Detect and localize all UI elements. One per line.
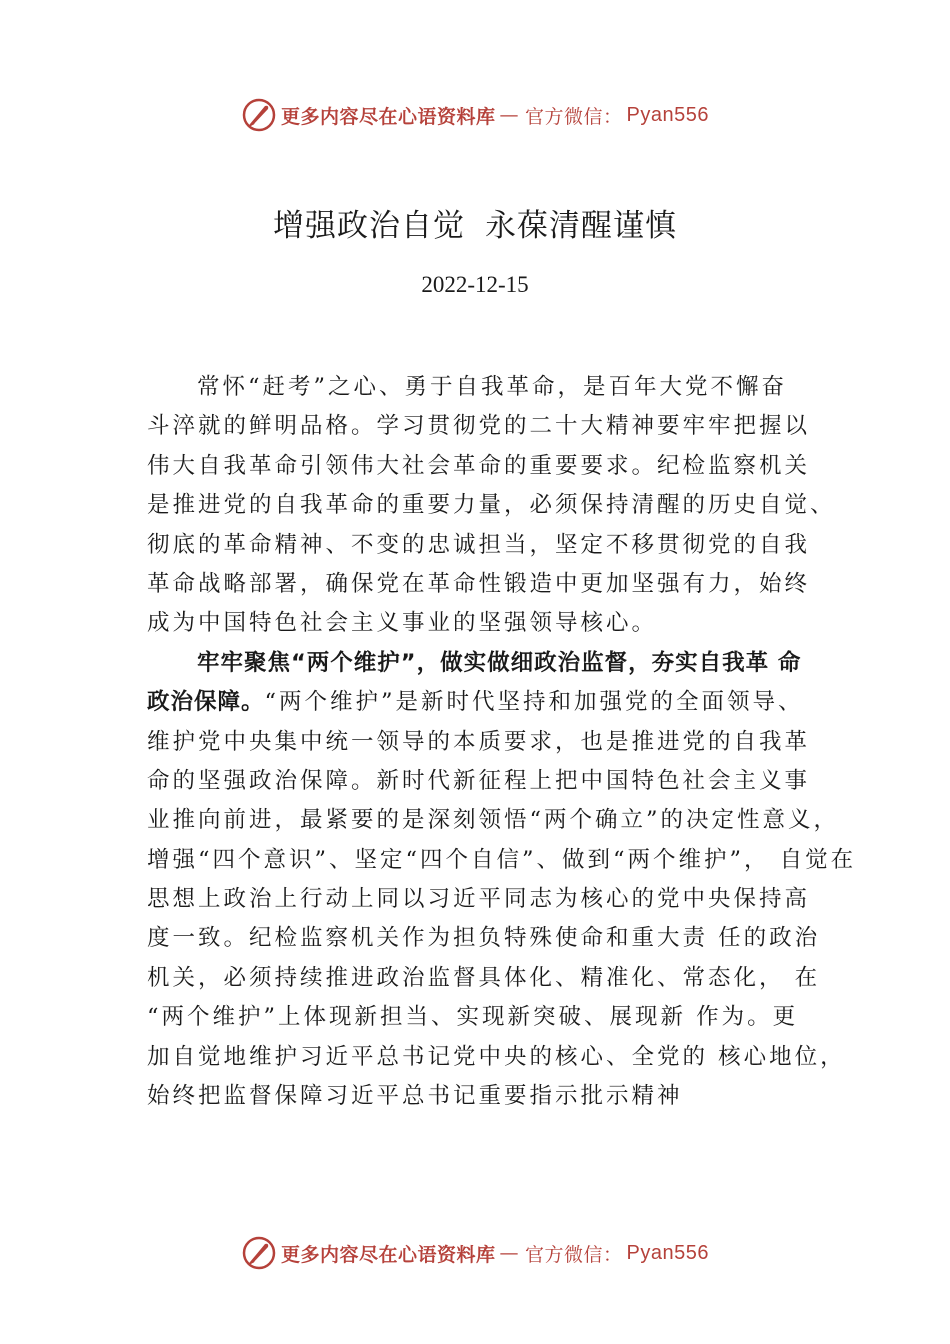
- brand-text: 更多内容尽在心语资料库: [281, 105, 496, 128]
- paragraph-2-line: 思想上政治上行动上同以习近平同志为核心的党中央保持高: [147, 886, 811, 913]
- paragraph-1-line: 彻底的革命精神、不变的忠诚担当，坚定不移贯彻党的自我: [147, 531, 811, 558]
- paragraph-2-line: 业推向前进，最紧要的是深刻领悟“两个确立”的决定性意义，: [147, 807, 840, 834]
- header-banner: [0, 95, 950, 135]
- quill-logo-icon: [241, 97, 277, 133]
- paragraph-2-line: 维护党中央集中统一领导的本质要求，也是推进党的自我革: [147, 728, 811, 755]
- paragraph-1-line: 常怀“赶考”之心、勇于自我革命，是百年大党不懈奋: [197, 374, 788, 400]
- paragraph-2-line: 加自觉地维护习近平总书记党中央的核心、全党的 核心地位，: [147, 1043, 846, 1070]
- paragraph-1-line: 斗淬就的鲜明品格。学习贯彻党的二十大精神要牢牢把握以: [147, 413, 811, 440]
- paragraph-2-line: “两个维护”上体现新担当、实现新突破、展现新 作为。更: [147, 1004, 799, 1031]
- wechat-handle: Pyan556: [626, 103, 709, 126]
- document-title: [0, 200, 950, 245]
- paragraph-1-line: 成为中国特色社会主义事业的坚强领导核心。: [147, 610, 658, 637]
- paragraph-2-line: 命的坚强政治保障。新时代新征程上把中国特色社会主义事: [147, 767, 811, 794]
- paragraph-2-line: 增强“四个意识”、坚定“四个自信”、做到“两个维护”， 自觉在: [147, 846, 857, 873]
- paragraph-2-first-line-rest: “两个维护”是新时代坚持和加强党的全面领导、: [264, 689, 804, 716]
- document-body: [147, 368, 857, 1116]
- title-part-2: 永葆清醒谨慎: [485, 208, 677, 244]
- quill-logo-icon: [241, 1235, 277, 1271]
- paragraph-2-lead-tail: 政治保障。: [147, 689, 265, 716]
- paragraph-2-line: 始终把监督保障习近平总书记重要指示批示精神: [147, 1083, 683, 1110]
- brand-text: 更多内容尽在心语资料库: [281, 1243, 496, 1266]
- wechat-label: 官方微信：: [525, 1243, 623, 1266]
- banner-dash: —: [499, 104, 520, 126]
- wechat-handle: Pyan556: [626, 1241, 709, 1264]
- footer-banner: [0, 1233, 950, 1273]
- paragraph-2-first-line: [147, 683, 837, 722]
- paragraph-1-line: 伟大自我革命引领伟大社会革命的重要要求。纪检监察机关: [147, 452, 811, 479]
- title-part-1: 增强政治自觉: [273, 208, 465, 244]
- paragraph-1-line: 是推进党的自我革命的重要力量，必须保持清醒的历史自觉、: [147, 492, 836, 519]
- paragraph-2-line: 机关，必须持续推进政治监督具体化、精准化、常态化， 在: [147, 964, 821, 991]
- paragraph-2-line: 度一致。纪检监察机关作为担负特殊使命和重大责 任的政治: [147, 925, 821, 952]
- banner-dash: —: [499, 1242, 520, 1264]
- wechat-label: 官方微信：: [525, 105, 623, 128]
- paragraph-1-line: 革命战略部署，确保党在革命性锻造中更加坚强有力，始终: [147, 570, 811, 597]
- document-date: 2022-12-15: [421, 272, 529, 297]
- paragraph-2-lead: 牢牢聚焦“两个维护”，做实做细政治监督，夯实自我革 命: [197, 649, 802, 676]
